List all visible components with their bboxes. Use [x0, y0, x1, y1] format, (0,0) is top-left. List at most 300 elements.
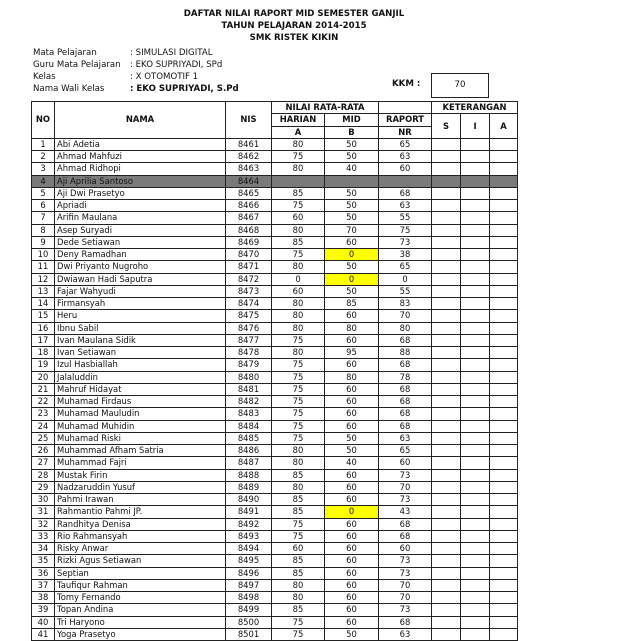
harian: 80	[272, 224, 325, 236]
izin-cell	[461, 236, 490, 248]
sakit-cell	[432, 420, 461, 432]
row-no: 15	[32, 310, 55, 322]
sakit-cell	[432, 383, 461, 395]
col-no: NO	[32, 102, 55, 139]
sakit-cell	[432, 212, 461, 224]
raport: 73	[379, 555, 432, 567]
harian: 75	[272, 396, 325, 408]
table-row	[32, 604, 518, 616]
raport: 68	[379, 334, 432, 346]
col-b-sub: B	[325, 126, 379, 138]
harian: 85	[272, 469, 325, 481]
sakit-cell	[432, 592, 461, 604]
student-name: Muhammad Afham Satria	[55, 445, 226, 457]
nis: 8478	[226, 347, 272, 359]
student-name: Nadzaruddin Yusuf	[55, 481, 226, 493]
mid: 60	[325, 494, 379, 506]
nis: 8463	[226, 163, 272, 175]
sakit-cell	[432, 494, 461, 506]
table-row	[32, 432, 518, 444]
table-row	[32, 187, 518, 199]
mid: 50	[325, 212, 379, 224]
mid: 50	[325, 187, 379, 199]
table-row	[32, 310, 518, 322]
row-no: 7	[32, 212, 55, 224]
student-name: Aji Aprilia Santoso	[55, 175, 226, 187]
col-harian: HARIAN	[272, 114, 325, 126]
student-name: Rio Rahmansyah	[55, 530, 226, 542]
raport: 68	[379, 383, 432, 395]
table-row	[32, 163, 518, 175]
alpha-cell	[490, 249, 518, 261]
izin-cell	[461, 187, 490, 199]
alpha-cell	[490, 481, 518, 493]
alpha-cell	[490, 383, 518, 395]
nis: 8467	[226, 212, 272, 224]
mid: 0	[325, 249, 379, 261]
table-row	[32, 334, 518, 346]
table-row	[32, 543, 518, 555]
alpha-cell	[490, 604, 518, 616]
mid: 60	[325, 592, 379, 604]
sakit-cell	[432, 285, 461, 297]
alpha-cell	[490, 396, 518, 408]
izin-cell	[461, 445, 490, 457]
harian: 60	[272, 543, 325, 555]
izin-cell	[461, 408, 490, 420]
student-name: Pahmi Irawan	[55, 494, 226, 506]
row-no: 29	[32, 481, 55, 493]
harian: 80	[272, 579, 325, 591]
student-name: Ahmad Mahfuzi	[55, 151, 226, 163]
sakit-cell	[432, 371, 461, 383]
izin-cell	[461, 567, 490, 579]
info-value: : EKO SUPRIYADI, SPd	[130, 60, 223, 70]
alpha-cell	[490, 592, 518, 604]
info-label: Mata Pelajaran	[33, 48, 97, 58]
info-class	[33, 72, 199, 82]
alpha-cell	[490, 322, 518, 334]
sakit-cell	[432, 163, 461, 175]
sakit-cell	[432, 567, 461, 579]
student-name: Ivan Setiawan	[55, 347, 226, 359]
harian: 75	[272, 151, 325, 163]
student-name: Risky Anwar	[55, 543, 226, 555]
row-no: 16	[32, 322, 55, 334]
raport: 83	[379, 298, 432, 310]
student-name: Taufiqur Rahman	[55, 579, 226, 591]
raport: 55	[379, 285, 432, 297]
alpha-cell	[490, 543, 518, 555]
row-no: 33	[32, 530, 55, 542]
mid: 50	[325, 261, 379, 273]
table-row	[32, 457, 518, 469]
raport: 70	[379, 481, 432, 493]
nis: 8496	[226, 567, 272, 579]
alpha-cell	[490, 457, 518, 469]
table-row	[32, 396, 518, 408]
table-row	[32, 249, 518, 261]
row-no: 34	[32, 543, 55, 555]
row-no: 27	[32, 457, 55, 469]
harian: 60	[272, 212, 325, 224]
raport: 70	[379, 310, 432, 322]
mid: 60	[325, 543, 379, 555]
nis: 8489	[226, 481, 272, 493]
table-row	[32, 567, 518, 579]
alpha-cell	[490, 163, 518, 175]
academic-year: TAHUN PELAJARAN 2014-2015	[221, 21, 367, 31]
sakit-cell	[432, 347, 461, 359]
table-row	[32, 530, 518, 542]
alpha-cell	[490, 273, 518, 285]
raport: 68	[379, 187, 432, 199]
alpha-cell	[490, 567, 518, 579]
table-row	[32, 579, 518, 591]
table-row	[32, 494, 518, 506]
nis: 8470	[226, 249, 272, 261]
izin-cell	[461, 322, 490, 334]
student-name: Dwiawan Hadi Saputra	[55, 273, 226, 285]
alpha-cell	[490, 628, 518, 640]
row-no: 2	[32, 151, 55, 163]
mid: 60	[325, 518, 379, 530]
raport: 65	[379, 445, 432, 457]
table-row	[32, 347, 518, 359]
alpha-cell	[490, 187, 518, 199]
row-no: 14	[32, 298, 55, 310]
table-row	[32, 175, 518, 187]
nis: 8484	[226, 420, 272, 432]
raport: 73	[379, 236, 432, 248]
student-name: Arifin Maulana	[55, 212, 226, 224]
alpha-cell	[490, 579, 518, 591]
student-name: Aji Dwi Prasetyo	[55, 187, 226, 199]
table-row	[32, 592, 518, 604]
row-no: 6	[32, 200, 55, 212]
student-name: Rizki Agus Setiawan	[55, 555, 226, 567]
school-name: SMK RISTEK KIKIN	[249, 33, 339, 43]
izin-cell	[461, 579, 490, 591]
harian: 85	[272, 506, 325, 518]
alpha-cell	[490, 310, 518, 322]
raport: 68	[379, 518, 432, 530]
mid: 50	[325, 445, 379, 457]
alpha-cell	[490, 298, 518, 310]
izin-cell	[461, 151, 490, 163]
student-name: Mustak Firin	[55, 469, 226, 481]
row-no: 3	[32, 163, 55, 175]
nis: 8476	[226, 322, 272, 334]
nis: 8471	[226, 261, 272, 273]
harian: 75	[272, 249, 325, 261]
row-no: 31	[32, 506, 55, 518]
harian: 75	[272, 628, 325, 640]
col-nr-sub: NR	[379, 126, 432, 138]
izin-cell	[461, 224, 490, 236]
student-name: Dwi Priyanto Nugroho	[55, 261, 226, 273]
sakit-cell	[432, 628, 461, 640]
nis: 8481	[226, 383, 272, 395]
izin-cell	[461, 200, 490, 212]
raport: 68	[379, 408, 432, 420]
izin-cell	[461, 138, 490, 150]
sakit-cell	[432, 310, 461, 322]
table-row	[32, 322, 518, 334]
harian: 85	[272, 555, 325, 567]
nis: 8488	[226, 469, 272, 481]
nis: 8490	[226, 494, 272, 506]
student-name: Apriadi	[55, 200, 226, 212]
izin-cell	[461, 285, 490, 297]
mid: 60	[325, 604, 379, 616]
student-name: Tri Haryono	[55, 616, 226, 628]
row-no: 21	[32, 383, 55, 395]
row-no: 17	[32, 334, 55, 346]
harian: 80	[272, 298, 325, 310]
raport: 68	[379, 530, 432, 542]
sakit-cell	[432, 604, 461, 616]
student-name: Muhamad Mauludin	[55, 408, 226, 420]
izin-cell	[461, 494, 490, 506]
izin-cell	[461, 604, 490, 616]
izin-cell	[461, 592, 490, 604]
row-no: 41	[32, 628, 55, 640]
raport: 0	[379, 273, 432, 285]
mid: 85	[325, 298, 379, 310]
harian: 75	[272, 530, 325, 542]
alpha-cell	[490, 506, 518, 518]
kkm-label: KKM :	[392, 79, 421, 89]
student-name: Muhamad Riski	[55, 432, 226, 444]
alpha-cell	[490, 359, 518, 371]
sakit-cell	[432, 555, 461, 567]
student-name: Ibnu Sabil	[55, 322, 226, 334]
alpha-cell	[490, 371, 518, 383]
student-name: Abi Adetia	[55, 138, 226, 150]
nis: 8465	[226, 187, 272, 199]
row-no: 36	[32, 567, 55, 579]
nis: 8498	[226, 592, 272, 604]
sakit-cell	[432, 322, 461, 334]
mid: 60	[325, 420, 379, 432]
harian: 80	[272, 347, 325, 359]
alpha-cell	[490, 334, 518, 346]
raport: 73	[379, 567, 432, 579]
nis: 8477	[226, 334, 272, 346]
student-name: Asep Suryadi	[55, 224, 226, 236]
student-name: Izul Hasbiallah	[55, 359, 226, 371]
izin-cell	[461, 298, 490, 310]
harian: 85	[272, 187, 325, 199]
harian: 75	[272, 432, 325, 444]
raport: 65	[379, 138, 432, 150]
raport	[379, 175, 432, 187]
table-row	[32, 285, 518, 297]
harian: 85	[272, 604, 325, 616]
raport: 73	[379, 494, 432, 506]
row-no: 37	[32, 579, 55, 591]
raport: 73	[379, 469, 432, 481]
nis: 8483	[226, 408, 272, 420]
student-name: Randhitya Denisa	[55, 518, 226, 530]
mid	[325, 175, 379, 187]
izin-cell	[461, 469, 490, 481]
table-row	[32, 359, 518, 371]
row-no: 9	[32, 236, 55, 248]
mid: 60	[325, 567, 379, 579]
sakit-cell	[432, 396, 461, 408]
nis: 8495	[226, 555, 272, 567]
raport: 78	[379, 371, 432, 383]
alpha-cell	[490, 530, 518, 542]
raport: 70	[379, 579, 432, 591]
raport: 43	[379, 506, 432, 518]
izin-cell	[461, 334, 490, 346]
row-no: 26	[32, 445, 55, 457]
harian: 0	[272, 273, 325, 285]
nis: 8468	[226, 224, 272, 236]
raport: 63	[379, 151, 432, 163]
alpha-cell	[490, 212, 518, 224]
table-row	[32, 200, 518, 212]
row-no: 23	[32, 408, 55, 420]
raport: 70	[379, 592, 432, 604]
izin-cell	[461, 457, 490, 469]
izin-cell	[461, 518, 490, 530]
harian: 85	[272, 236, 325, 248]
alpha-cell	[490, 494, 518, 506]
table-row	[32, 408, 518, 420]
alpha-cell	[490, 285, 518, 297]
izin-cell	[461, 555, 490, 567]
sakit-cell	[432, 518, 461, 530]
table-row	[32, 298, 518, 310]
row-no: 1	[32, 138, 55, 150]
alpha-cell	[490, 432, 518, 444]
col-a-sub: A	[272, 126, 325, 138]
sakit-cell	[432, 200, 461, 212]
table-row	[32, 481, 518, 493]
harian: 80	[272, 481, 325, 493]
table-row	[32, 506, 518, 518]
alpha-cell	[490, 200, 518, 212]
row-no: 8	[32, 224, 55, 236]
mid: 50	[325, 432, 379, 444]
row-no: 13	[32, 285, 55, 297]
harian: 80	[272, 163, 325, 175]
izin-cell	[461, 543, 490, 555]
alpha-cell	[490, 261, 518, 273]
nis: 8480	[226, 371, 272, 383]
harian: 80	[272, 310, 325, 322]
sakit-cell	[432, 273, 461, 285]
raport: 65	[379, 261, 432, 273]
info-label: Kelas	[33, 72, 56, 82]
col-nama: NAMA	[55, 102, 226, 139]
nis: 8479	[226, 359, 272, 371]
izin-cell	[461, 163, 490, 175]
mid: 60	[325, 334, 379, 346]
harian: 75	[272, 359, 325, 371]
student-name: Deny Ramadhan	[55, 249, 226, 261]
alpha-cell	[490, 616, 518, 628]
table-row	[32, 469, 518, 481]
izin-cell	[461, 530, 490, 542]
harian: 75	[272, 371, 325, 383]
row-no: 18	[32, 347, 55, 359]
nis: 8473	[226, 285, 272, 297]
nis: 8486	[226, 445, 272, 457]
kkm-value: 70	[431, 73, 489, 98]
sakit-cell	[432, 138, 461, 150]
student-name: Ivan Maulana Sidik	[55, 334, 226, 346]
alpha-cell	[490, 138, 518, 150]
nis: 8469	[226, 236, 272, 248]
sakit-cell	[432, 187, 461, 199]
row-no: 12	[32, 273, 55, 285]
table-row	[32, 628, 518, 640]
student-name: Tomy Fernando	[55, 592, 226, 604]
alpha-cell	[490, 518, 518, 530]
harian: 75	[272, 200, 325, 212]
student-name: Ahmad Ridhopi	[55, 163, 226, 175]
alpha-cell	[490, 408, 518, 420]
sakit-cell	[432, 445, 461, 457]
raport: 73	[379, 604, 432, 616]
mid: 60	[325, 396, 379, 408]
alpha-cell	[490, 236, 518, 248]
izin-cell	[461, 383, 490, 395]
mid: 60	[325, 310, 379, 322]
harian: 80	[272, 322, 325, 334]
mid: 70	[325, 224, 379, 236]
raport: 80	[379, 322, 432, 334]
mid: 60	[325, 469, 379, 481]
row-no: 11	[32, 261, 55, 273]
izin-cell	[461, 273, 490, 285]
student-name: Heru	[55, 310, 226, 322]
info-homeroom	[33, 84, 239, 94]
izin-cell	[461, 396, 490, 408]
row-no: 5	[32, 187, 55, 199]
mid: 80	[325, 322, 379, 334]
nis: 8492	[226, 518, 272, 530]
row-no: 25	[32, 432, 55, 444]
mid: 80	[325, 371, 379, 383]
izin-cell	[461, 212, 490, 224]
info-value: : SIMULASI DIGITAL	[130, 48, 213, 58]
nis: 8499	[226, 604, 272, 616]
nis: 8497	[226, 579, 272, 591]
izin-cell	[461, 371, 490, 383]
col-nilai-rata-rata: NILAI RATA-RATA	[272, 102, 379, 114]
nis: 8493	[226, 530, 272, 542]
harian: 75	[272, 518, 325, 530]
izin-cell	[461, 359, 490, 371]
col-a: A	[490, 114, 518, 139]
sakit-cell	[432, 530, 461, 542]
mid: 60	[325, 555, 379, 567]
student-name: Septian	[55, 567, 226, 579]
nis: 8464	[226, 175, 272, 187]
mid: 0	[325, 273, 379, 285]
raport: 60	[379, 457, 432, 469]
raport: 68	[379, 359, 432, 371]
nis: 8501	[226, 628, 272, 640]
sakit-cell	[432, 249, 461, 261]
row-no: 35	[32, 555, 55, 567]
